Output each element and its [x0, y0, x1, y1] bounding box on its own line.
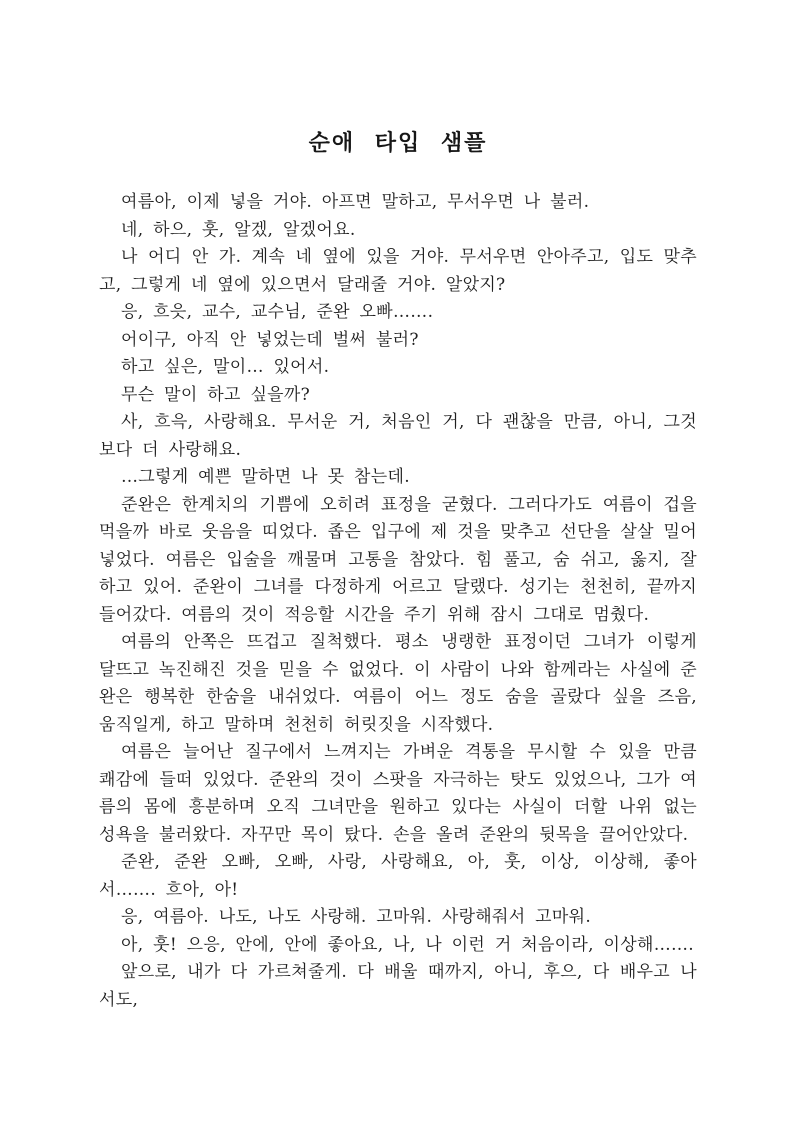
paragraph-16: 앞으로, 내가 다 가르쳐줄게. 다 배울 때까지, 아니, 후으, 다 배우고 나서도,: [99, 962, 697, 1010]
paragraph-12: 여름은 늘어난 질구에서 느껴지는 가벼운 격통을 무시할 수 있을 만큼 쾌감에 들떠 있었다. 준완의 것이 스팟을 자극하는 탓도 있었으나, 그가 여름의 몸에 흥분하며 오직 그녀만을 원하고 있다는 사실이 더할 나위 없는 성욕을 불러왔다. 자꾸만 목이 탔다. 손을 올려 준완의 뒷목을 끌어안았다.: [99, 742, 697, 845]
paragraph-4: 응, 흐읏, 교수, 교수님, 준완 오빠…….: [121, 302, 434, 322]
paragraph-11: 여름의 안쪽은 뜨겁고 질척했다. 평소 냉랭한 표정이던 그녀가 이렇게 달뜨고 녹진해진 것을 믿을 수 없었다. 이 사람이 나와 함께라는 사실에 준완은 행복한 한숨을 내쉬었다. 여름이 어느 정도 숨을 골랐다 싶을 즈음, 움직일게, 하고 말하며 천천히 허릿짓을 시작했다.: [99, 632, 697, 735]
paragraph-15: 아, 훗! 으응, 안에, 안에 좋아요, 나, 나 이런 거 처음이라, 이상해…….: [121, 934, 695, 955]
paragraph-10: 준완은 한계치의 기쁨에 오히려 표정을 굳혔다. 그러다가도 여름이 겁을 먹을까 바로 웃음을 띠었다. 좁은 입구에 제 것을 맞추고 선단을 살살 밀어 넣었다. 여름은 입술을 깨물며 고통을 참았다. 힘 풀고, 숨 쉬고, 옳지, 잘 하고 있어. 준완이 그녀를 다정하게 어르고 달랬다. 성기는 천천히, 끝까지 들어갔다. 여름의 것이 적응할 시간을 주기 위해 잠시 그대로 멈췄다.: [99, 494, 697, 625]
paragraph-9: …그렇게 예쁜 말하면 나 못 참는데.: [121, 467, 410, 487]
document-title: 순애 타입 샘플: [308, 130, 488, 156]
paragraph-2: 네, 하으, 훗, 알겠, 알겠어요.: [121, 219, 356, 240]
paragraph-5: 어이구, 아직 안 넣었는데 벌써 불러?: [121, 329, 419, 350]
paragraph-14: 응, 여름아. 나도, 나도 사랑해. 고마워. 사랑해줘서 고마워.: [121, 907, 592, 927]
paragraph-7: 무슨 말이 하고 싶을까?: [121, 384, 311, 405]
paragraph-3: 나 어디 안 가. 계속 네 옆에 있을 거야. 무서우면 안아주고, 입도 맞추고, 그렇게 네 옆에 있으면서 달래줄 거야. 알았지?: [99, 247, 697, 295]
paragraph-1: 여름아, 이제 넣을 거야. 아프면 말하고, 무서우면 나 불러.: [121, 192, 590, 212]
paragraph-13: 준완, 준완 오빠, 오빠, 사랑, 사랑해요, 아, 훗, 이상, 이상해, 좋아서……. 흐아, 아!: [99, 852, 697, 900]
paragraph-6: 하고 싶은, 말이… 있어서.: [121, 357, 330, 377]
paragraph-8: 사, 흐윽, 사랑해요. 무서운 거, 처음인 거, 다 괜찮을 만큼, 아니, 그것보다 더 사랑해요.: [99, 412, 697, 460]
document-body: [99, 189, 697, 1014]
